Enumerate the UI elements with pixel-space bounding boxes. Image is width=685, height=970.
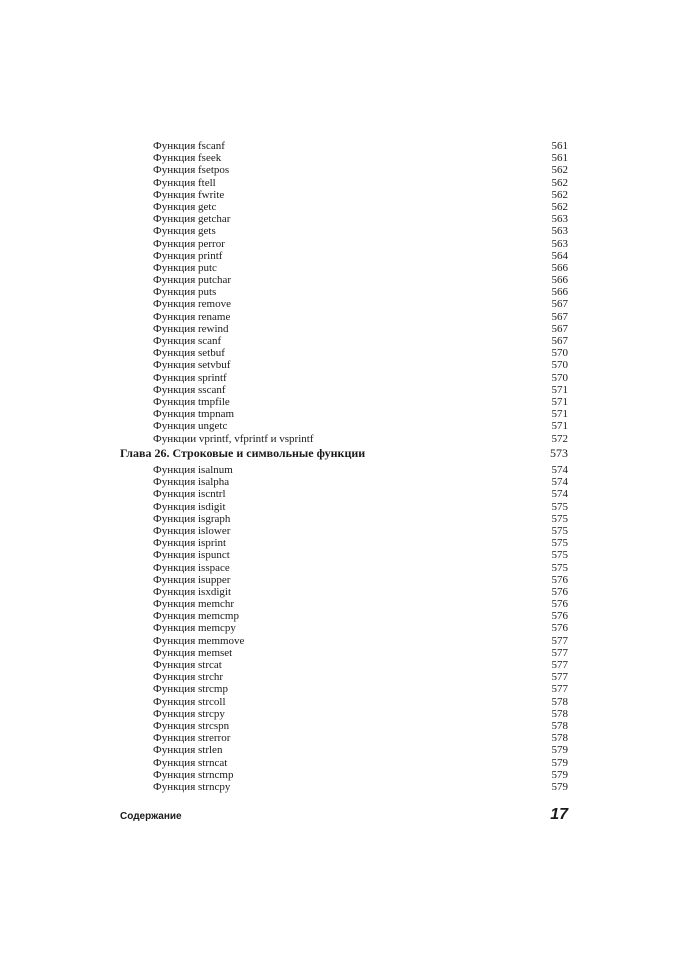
toc-entry xyxy=(120,574,568,586)
toc-entry-page: 578 xyxy=(551,707,568,720)
toc-entry-title: Функции vprintf, vfprintf и vsprintf xyxy=(153,432,314,445)
toc-entry xyxy=(120,464,568,476)
toc-entry-title: Функция strcoll xyxy=(153,695,226,708)
toc-entry-title: Функция tmpfile xyxy=(153,395,230,408)
toc-entry xyxy=(120,396,568,408)
toc-entry xyxy=(120,274,568,286)
toc-entry-page: 571 xyxy=(551,408,568,421)
toc-entry-title: Функция fsetpos xyxy=(153,164,230,177)
toc-list-part1 xyxy=(120,140,568,445)
toc-entry-title: Функция isgraph xyxy=(153,512,231,525)
toc-entry-page: 562 xyxy=(551,200,568,213)
toc-entry-title: Функция puts xyxy=(153,286,217,299)
toc-entry-page: 575 xyxy=(551,500,568,513)
toc-entry-title: Функция strlen xyxy=(153,744,223,757)
toc-entry xyxy=(120,372,568,384)
toc-entry-page: 575 xyxy=(551,549,568,562)
toc-entry xyxy=(120,164,568,176)
toc-entry-title: Функция isdigit xyxy=(153,500,226,513)
toc-entry-page: 567 xyxy=(551,322,568,335)
toc-entry xyxy=(120,683,568,695)
footer-section-title: Содержание xyxy=(120,811,182,822)
toc-entry xyxy=(120,549,568,561)
toc-entry-title: Функция printf xyxy=(153,249,223,262)
toc-entry-title: Функция strchr xyxy=(153,671,224,684)
toc-entry-title: Функция putc xyxy=(153,261,217,274)
toc-entry xyxy=(120,586,568,598)
toc-entry-page: 567 xyxy=(551,335,568,347)
toc-entry xyxy=(120,152,568,164)
toc-entry-title: Функция sprintf xyxy=(153,371,227,384)
toc-entry-title: Функция memchr xyxy=(153,598,235,611)
toc-entry-page: 577 xyxy=(551,646,568,659)
toc-entry-title: Функция fseek xyxy=(153,152,222,165)
toc-entry xyxy=(120,335,568,347)
toc-entry xyxy=(120,635,568,647)
chapter-heading xyxy=(120,446,568,460)
toc-entry-page: 578 xyxy=(551,719,568,732)
toc-entry-title: Функция ungetc xyxy=(153,420,228,433)
toc-entry-title: Функция tmpnam xyxy=(153,408,235,421)
toc-entry xyxy=(120,433,568,445)
toc-entry-title: Функция isprint xyxy=(153,537,227,550)
toc-entry xyxy=(120,177,568,189)
toc-entry-title: Функция ispunct xyxy=(153,549,230,562)
footer-page-number: 17 xyxy=(550,806,568,823)
toc-entry-page: 577 xyxy=(551,683,568,696)
toc-entry xyxy=(120,238,568,250)
toc-entry-title: Функция rename xyxy=(153,310,231,323)
toc-entry-page: 570 xyxy=(551,371,568,384)
toc-entry-title: Функция setbuf xyxy=(153,347,225,360)
toc-entry-page: 571 xyxy=(551,420,568,433)
toc-entry-page: 576 xyxy=(551,598,568,611)
toc-entry-page: 563 xyxy=(551,225,568,238)
toc-entry-page: 572 xyxy=(551,432,568,445)
toc-entry-title: Функция isalpha xyxy=(153,476,230,489)
toc-entry-page: 578 xyxy=(551,695,568,708)
toc-entry xyxy=(120,513,568,525)
toc-entry xyxy=(120,408,568,420)
toc-entry-page: 567 xyxy=(551,298,568,311)
toc-entry-title: Функция scanf xyxy=(153,335,222,347)
toc-entry-title: Функция islower xyxy=(153,524,231,537)
toc-entry xyxy=(120,769,568,781)
toc-entry xyxy=(120,225,568,237)
toc-entry-page: 566 xyxy=(551,261,568,274)
toc-entry-title: Функция strncmp xyxy=(153,768,234,781)
toc-entry xyxy=(120,189,568,201)
toc-entry-page: 575 xyxy=(551,524,568,537)
toc-entry-page: 574 xyxy=(551,488,568,501)
toc-entry xyxy=(120,501,568,513)
toc-entry xyxy=(120,488,568,500)
toc-entry-title: Функция ftell xyxy=(153,176,216,189)
toc-entry-page: 577 xyxy=(551,659,568,671)
toc-entry-page: 570 xyxy=(551,347,568,360)
toc-entry-page: 563 xyxy=(551,213,568,226)
toc-entry-page: 571 xyxy=(551,383,568,396)
page-footer xyxy=(120,806,568,824)
toc-entry xyxy=(120,476,568,488)
toc-entry-page: 562 xyxy=(551,176,568,189)
toc-entry-page: 570 xyxy=(551,359,568,372)
toc-entry xyxy=(120,525,568,537)
toc-entry xyxy=(120,323,568,335)
toc-entry xyxy=(120,262,568,274)
toc-entry-title: Функция memmove xyxy=(153,634,245,647)
toc-entry-page: 562 xyxy=(551,188,568,201)
toc-entry-page: 574 xyxy=(551,476,568,489)
toc-entry-title: Функция perror xyxy=(153,237,225,250)
toc-list-part2 xyxy=(120,464,568,793)
toc-entry xyxy=(120,696,568,708)
toc-entry-title: Функция strncpy xyxy=(153,780,231,793)
toc-entry-page: 562 xyxy=(551,164,568,177)
toc-entry xyxy=(120,744,568,756)
toc-entry-title: Функция strerror xyxy=(153,732,231,745)
toc-entry-page: 577 xyxy=(551,671,568,684)
toc-entry-page: 575 xyxy=(551,512,568,525)
toc-entry xyxy=(120,622,568,634)
toc-entry xyxy=(120,562,568,574)
toc-entry-title: Функция rewind xyxy=(153,322,229,335)
toc-entry-page: 567 xyxy=(551,310,568,323)
chapter-page: 573 xyxy=(550,446,568,460)
toc-entry-title: Функция remove xyxy=(153,298,231,311)
toc-entry-title: Функция iscntrl xyxy=(153,488,226,501)
toc-entry xyxy=(120,598,568,610)
toc-entry-title: Функция gets xyxy=(153,225,216,238)
toc-entry-title: Функция strcspn xyxy=(153,719,230,732)
toc-entry-title: Функция putchar xyxy=(153,274,231,287)
toc-entry xyxy=(120,537,568,549)
toc-entry xyxy=(120,298,568,310)
toc-entry xyxy=(120,201,568,213)
toc-entry-title: Функция strcat xyxy=(153,659,222,671)
toc-entry-page: 566 xyxy=(551,286,568,299)
toc-entry-page: 579 xyxy=(551,780,568,793)
toc-entry xyxy=(120,610,568,622)
toc-entry-page: 561 xyxy=(551,140,568,152)
toc-entry-page: 576 xyxy=(551,622,568,635)
toc-entry-title: Функция isalnum xyxy=(153,464,233,476)
toc-entry xyxy=(120,757,568,769)
toc-entry-page: 576 xyxy=(551,585,568,598)
toc-entry xyxy=(120,420,568,432)
toc-entry xyxy=(120,250,568,262)
toc-entry-title: Функция sscanf xyxy=(153,383,226,396)
toc-entry-page: 575 xyxy=(551,561,568,574)
toc-entry-title: Функция setvbuf xyxy=(153,359,231,372)
toc-entry-title: Функция memcpy xyxy=(153,622,236,635)
toc-entry-page: 561 xyxy=(551,152,568,165)
toc-entry-page: 579 xyxy=(551,744,568,757)
toc-entry-page: 579 xyxy=(551,768,568,781)
toc-entry-title: Функция strncat xyxy=(153,756,228,769)
toc-entry-page: 577 xyxy=(551,634,568,647)
toc-entry xyxy=(120,384,568,396)
toc-entry xyxy=(120,140,568,152)
toc-entry-title: Функция memcmp xyxy=(153,610,239,623)
toc-entry xyxy=(120,671,568,683)
toc-entry-title: Функция strcpy xyxy=(153,707,225,720)
toc-entry-title: Функция strcmp xyxy=(153,683,228,696)
toc-entry-page: 566 xyxy=(551,274,568,287)
toc-entry-page: 571 xyxy=(551,395,568,408)
toc-entry-title: Функция isxdigit xyxy=(153,585,232,598)
toc-entry-page: 564 xyxy=(551,249,568,262)
toc-entry-title: Функция fscanf xyxy=(153,140,225,152)
toc-entry xyxy=(120,647,568,659)
toc-entry xyxy=(120,659,568,671)
toc-entry-page: 579 xyxy=(551,756,568,769)
chapter-title: Глава 26. Строковые и символьные функции xyxy=(120,446,366,460)
toc-entry xyxy=(120,359,568,371)
toc-entry-page: 563 xyxy=(551,237,568,250)
toc-entry xyxy=(120,213,568,225)
toc-entry xyxy=(120,720,568,732)
toc-entry-title: Функция fwrite xyxy=(153,188,225,201)
toc-entry xyxy=(120,311,568,323)
toc-entry xyxy=(120,708,568,720)
toc-entry-title: Функция memset xyxy=(153,646,233,659)
toc-entry xyxy=(120,347,568,359)
toc-entry-page: 574 xyxy=(551,464,568,476)
toc-entry-title: Функция getc xyxy=(153,200,217,213)
toc-entry xyxy=(120,732,568,744)
toc-entry-page: 575 xyxy=(551,537,568,550)
toc-entry-title: Функция isupper xyxy=(153,573,231,586)
toc-entry-page: 576 xyxy=(551,573,568,586)
toc-entry-page: 578 xyxy=(551,732,568,745)
toc-entry-page: 576 xyxy=(551,610,568,623)
toc-entry xyxy=(120,781,568,793)
toc-entry-title: Функция isspace xyxy=(153,561,230,574)
toc-entry xyxy=(120,286,568,298)
toc-entry-title: Функция getchar xyxy=(153,213,231,226)
